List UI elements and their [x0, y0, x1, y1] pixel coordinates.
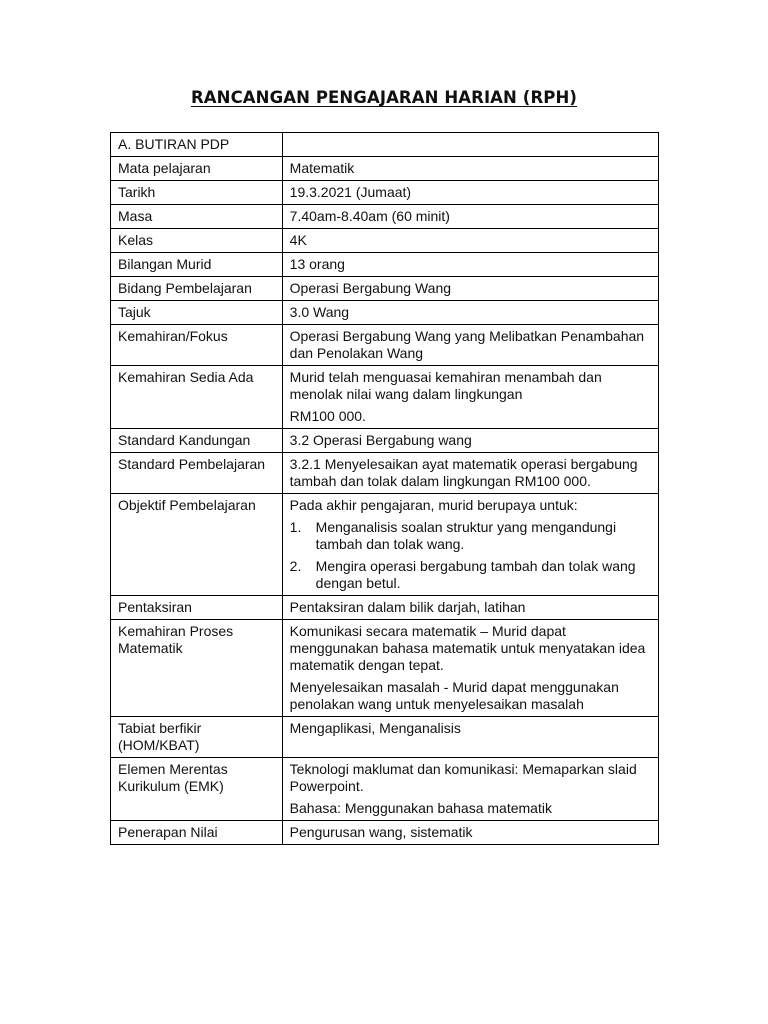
row-value-paragraph: 7.40am-8.40am (60 minit): [289, 208, 450, 224]
row-label: Kemahiran/Fokus: [111, 325, 283, 366]
row-value: [282, 453, 658, 494]
table-row: [111, 821, 659, 845]
table-row: [111, 229, 659, 253]
row-value-paragraph: [290, 136, 652, 153]
row-value: [282, 620, 658, 717]
table-row: [111, 133, 659, 157]
row-value-paragraph: Operasi Bergabung Wang: [289, 280, 452, 296]
row-value: [282, 717, 658, 758]
row-value: [282, 229, 658, 253]
row-value-paragraph: Pengurusan wang, sistematik: [289, 824, 473, 840]
row-label: Tajuk: [111, 301, 283, 325]
table-row: [111, 325, 659, 366]
table-row: [111, 181, 659, 205]
row-label: Tabiat berfikir (HOM/KBAT): [111, 717, 283, 758]
row-value: [282, 325, 658, 366]
table-row: [111, 366, 659, 429]
table-row: [111, 157, 659, 181]
row-label: Kelas: [111, 229, 283, 253]
row-label: Bilangan Murid: [111, 253, 283, 277]
table-row: [111, 429, 659, 453]
lesson-plan-table: [110, 132, 659, 845]
document-title: RANCANGAN PENGAJARAN HARIAN (RPH): [191, 88, 577, 107]
row-value: [282, 596, 658, 620]
table-row: [111, 301, 659, 325]
row-value-paragraph: 19.3.2021 (Jumaat): [289, 184, 412, 200]
row-label: Objektif Pembelajaran: [111, 494, 283, 596]
row-value: [282, 157, 658, 181]
row-value: [282, 253, 658, 277]
row-value: [282, 758, 658, 821]
row-label: Standard Pembelajaran: [111, 453, 283, 494]
table-row: [111, 620, 659, 717]
table-row: [111, 596, 659, 620]
row-value-paragraph: Pada akhir pengajaran, murid berupaya untuk:: [289, 497, 578, 513]
row-value: [282, 133, 658, 157]
row-label: Masa: [111, 205, 283, 229]
row-label: Bidang Pembelajaran: [111, 277, 283, 301]
row-label: Mata pelajaran: [111, 157, 283, 181]
row-value-paragraph: Komunikasi secara matematik – Murid dapat menggunakan bahasa matematik untuk menyatakan idea matematik dengan tepat.: [289, 623, 646, 673]
row-label: Standard Kandungan: [111, 429, 283, 453]
row-value-paragraph: Murid telah menguasai kemahiran menambah dan menolak nilai wang dalam lingkungan: [289, 369, 602, 402]
objective-item: [290, 558, 652, 592]
objective-text: Menganalisis soalan struktur yang mengandungi tambah dan tolak wang.: [315, 519, 617, 552]
objectives-list: [290, 519, 652, 592]
row-value: [282, 205, 658, 229]
row-label: Pentaksiran: [111, 596, 283, 620]
row-value-paragraph: Pentaksiran dalam bilik darjah, latihan: [289, 599, 526, 615]
lesson-plan-table-body: [111, 133, 659, 845]
table-row: [111, 717, 659, 758]
row-value-paragraph: 3.0 Wang: [289, 304, 350, 320]
objective-item: [290, 519, 652, 553]
row-value: [282, 821, 658, 845]
row-value-paragraph: Teknologi maklumat dan komunikasi: Memaparkan slaid Powerpoint.: [289, 761, 637, 794]
table-row: [111, 253, 659, 277]
table-row: [111, 758, 659, 821]
row-value: [282, 366, 658, 429]
row-label: Kemahiran Proses Matematik: [111, 620, 283, 717]
objective-number: 1.: [289, 519, 302, 535]
row-label: Penerapan Nilai: [111, 821, 283, 845]
table-row: [111, 494, 659, 596]
table-row: [111, 277, 659, 301]
row-value: [282, 301, 658, 325]
row-value-paragraph: Menyelesaikan masalah - Murid dapat menggunakan penolakan wang untuk menyelesaikan masalah: [289, 679, 619, 712]
row-value-paragraph: 3.2 Operasi Bergabung wang: [289, 432, 472, 448]
row-value-paragraph: Bahasa: Menggunakan bahasa matematik: [289, 800, 552, 816]
row-value: [282, 277, 658, 301]
row-value-paragraph: RM100 000.: [289, 408, 366, 424]
row-value-paragraph: Operasi Bergabung Wang yang Melibatkan Penambahan dan Penolakan Wang: [289, 328, 645, 361]
row-value: [282, 181, 658, 205]
objective-number: 2.: [289, 558, 302, 574]
row-label: Tarikh: [111, 181, 283, 205]
row-value-paragraph: 3.2.1 Menyelesaikan ayat matematik operasi bergabung tambah dan tolak dalam lingkungan RM100 000.: [289, 456, 638, 489]
row-value: [282, 494, 658, 596]
row-value: [282, 429, 658, 453]
table-row: [111, 453, 659, 494]
row-label: A. BUTIRAN PDP: [111, 133, 283, 157]
row-value-paragraph: Matematik: [289, 160, 355, 176]
table-row: [111, 205, 659, 229]
row-label: Elemen Merentas Kurikulum (EMK): [111, 758, 283, 821]
row-value-paragraph: Mengaplikasi, Menganalisis: [289, 720, 461, 736]
row-label: Kemahiran Sedia Ada: [111, 366, 283, 429]
row-value-paragraph: 13 orang: [289, 256, 345, 272]
row-value-paragraph: 4K: [289, 232, 307, 248]
objective-text: Mengira operasi bergabung tambah dan tolak wang dengan betul.: [315, 558, 636, 591]
